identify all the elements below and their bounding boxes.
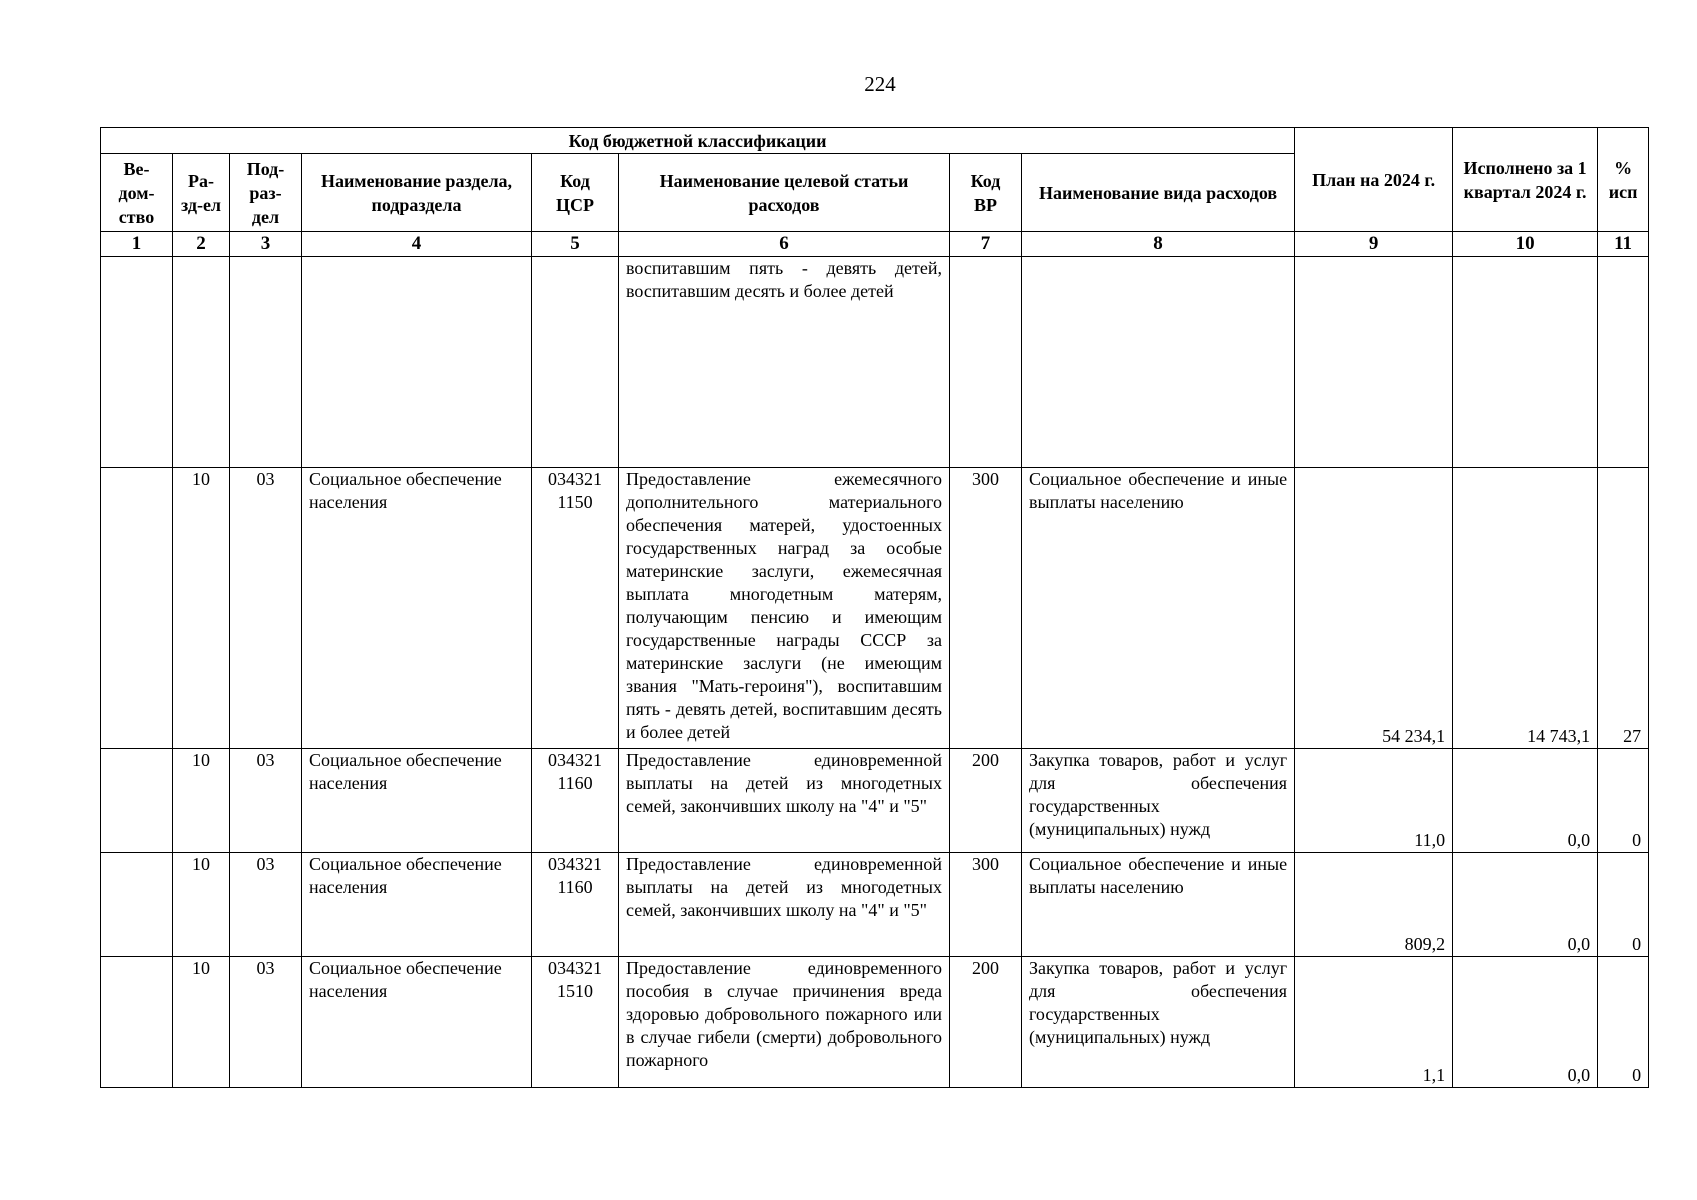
cell-vr-name: Закупка товаров, работ и услуг для обеспечения государственных (муниципальных) нужд [1022, 957, 1295, 1088]
cell-csr [532, 257, 619, 468]
column-number: 11 [1598, 232, 1649, 257]
cell-plan: 11,0 [1295, 749, 1453, 853]
cell-vedomstvo [101, 468, 173, 749]
cell-target-name: Предоставление единовременной выплаты на детей из многодетных семей, закончивших школу на "4" и "5" [619, 749, 950, 853]
cell-csr: 034321 1150 [532, 468, 619, 749]
cell-vr-name: Закупка товаров, работ и услуг для обеспечения государственных (муниципальных) нужд [1022, 749, 1295, 853]
cell-target-name: Предоставление единовременного пособия в случае причинения вреда здоровью добровольного пожарного или в случае гибели (смерти) добровольного пожарного [619, 957, 950, 1088]
cell-percent: 0 [1598, 749, 1649, 853]
cell-section-name: Социальное обеспечение населения [302, 957, 532, 1088]
cell-percent: 27 [1598, 468, 1649, 749]
cell-podrazdel: 03 [230, 468, 302, 749]
cell-target-name: Предоставление ежемесячного дополнительного материального обеспечения матерей, удостоенных государственных наград за особые материнские заслуги, ежемесячная выплата многодетным матерям, получающим пенсию и имеющим государственные награды СССР за материнские заслуги (не имеющим звания "Мать-героиня"), воспитавшим пять - девять детей, воспитавшим десять и более детей [619, 468, 950, 749]
header-percent: % исп [1598, 128, 1649, 232]
column-number: 4 [302, 232, 532, 257]
cell-vr-name [1022, 257, 1295, 468]
table-row [101, 957, 1649, 1088]
cell-csr: 034321 1160 [532, 749, 619, 853]
cell-razdel: 10 [173, 853, 230, 957]
column-number: 10 [1453, 232, 1598, 257]
column-number: 7 [950, 232, 1022, 257]
cell-section-name: Социальное обеспечение населения [302, 749, 532, 853]
cell-vr-name: Социальное обеспечение и иные выплаты населению [1022, 468, 1295, 749]
cell-plan [1295, 257, 1453, 468]
cell-percent: 0 [1598, 957, 1649, 1088]
column-number: 3 [230, 232, 302, 257]
cell-razdel: 10 [173, 957, 230, 1088]
column-number: 9 [1295, 232, 1453, 257]
header-vr-name: Наименование вида расходов [1022, 154, 1295, 232]
cell-razdel: 10 [173, 749, 230, 853]
cell-vr: 200 [950, 749, 1022, 853]
table-row [101, 468, 1649, 749]
header-podrazdel: Под-раз-дел [230, 154, 302, 232]
column-number: 6 [619, 232, 950, 257]
cell-executed [1453, 257, 1598, 468]
cell-podrazdel: 03 [230, 957, 302, 1088]
header-vedomstvo: Ве-дом-ство [101, 154, 173, 232]
cell-executed: 0,0 [1453, 749, 1598, 853]
cell-plan: 54 234,1 [1295, 468, 1453, 749]
column-number: 1 [101, 232, 173, 257]
header-vr: Код ВР [950, 154, 1022, 232]
cell-vedomstvo [101, 257, 173, 468]
cell-podrazdel: 03 [230, 853, 302, 957]
cell-target-name: воспитавшим пять - девять детей, воспитавшим десять и более детей [619, 257, 950, 468]
header-section-name: Наименование раздела, подраздела [302, 154, 532, 232]
cell-vr: 200 [950, 957, 1022, 1088]
table-row [101, 749, 1649, 853]
table-row [101, 257, 1649, 468]
cell-executed: 0,0 [1453, 853, 1598, 957]
cell-vedomstvo [101, 853, 173, 957]
cell-percent: 0 [1598, 853, 1649, 957]
header-plan: План на 2024 г. [1295, 128, 1453, 232]
header-csr: Код ЦСР [532, 154, 619, 232]
cell-razdel [173, 257, 230, 468]
cell-plan: 809,2 [1295, 853, 1453, 957]
header-razdel: Ра-зд-ел [173, 154, 230, 232]
cell-section-name: Социальное обеспечение населения [302, 468, 532, 749]
cell-section-name [302, 257, 532, 468]
header-target-name: Наименование целевой статьи расходов [619, 154, 950, 232]
cell-executed: 0,0 [1453, 957, 1598, 1088]
cell-razdel: 10 [173, 468, 230, 749]
cell-csr: 034321 1160 [532, 853, 619, 957]
table-row [101, 853, 1649, 957]
column-number: 2 [173, 232, 230, 257]
cell-plan: 1,1 [1295, 957, 1453, 1088]
cell-vr: 300 [950, 853, 1022, 957]
cell-csr: 034321 1510 [532, 957, 619, 1088]
page-number: 224 [864, 72, 896, 96]
cell-percent [1598, 257, 1649, 468]
cell-podrazdel [230, 257, 302, 468]
cell-section-name: Социальное обеспечение населения [302, 853, 532, 957]
cell-target-name: Предоставление единовременной выплаты на детей из многодетных семей, закончивших школу на "4" и "5" [619, 853, 950, 957]
cell-vr-name: Социальное обеспечение и иные выплаты населению [1022, 853, 1295, 957]
cell-vr: 300 [950, 468, 1022, 749]
column-number: 5 [532, 232, 619, 257]
column-number: 8 [1022, 232, 1295, 257]
budget-table [100, 127, 1649, 1088]
cell-vr [950, 257, 1022, 468]
header-executed: Исполнено за 1 квартал 2024 г. [1453, 128, 1598, 232]
cell-vedomstvo [101, 957, 173, 1088]
header-budget-classification: Код бюджетной классификации [101, 128, 1295, 154]
cell-executed: 14 743,1 [1453, 468, 1598, 749]
cell-vedomstvo [101, 749, 173, 853]
cell-podrazdel: 03 [230, 749, 302, 853]
